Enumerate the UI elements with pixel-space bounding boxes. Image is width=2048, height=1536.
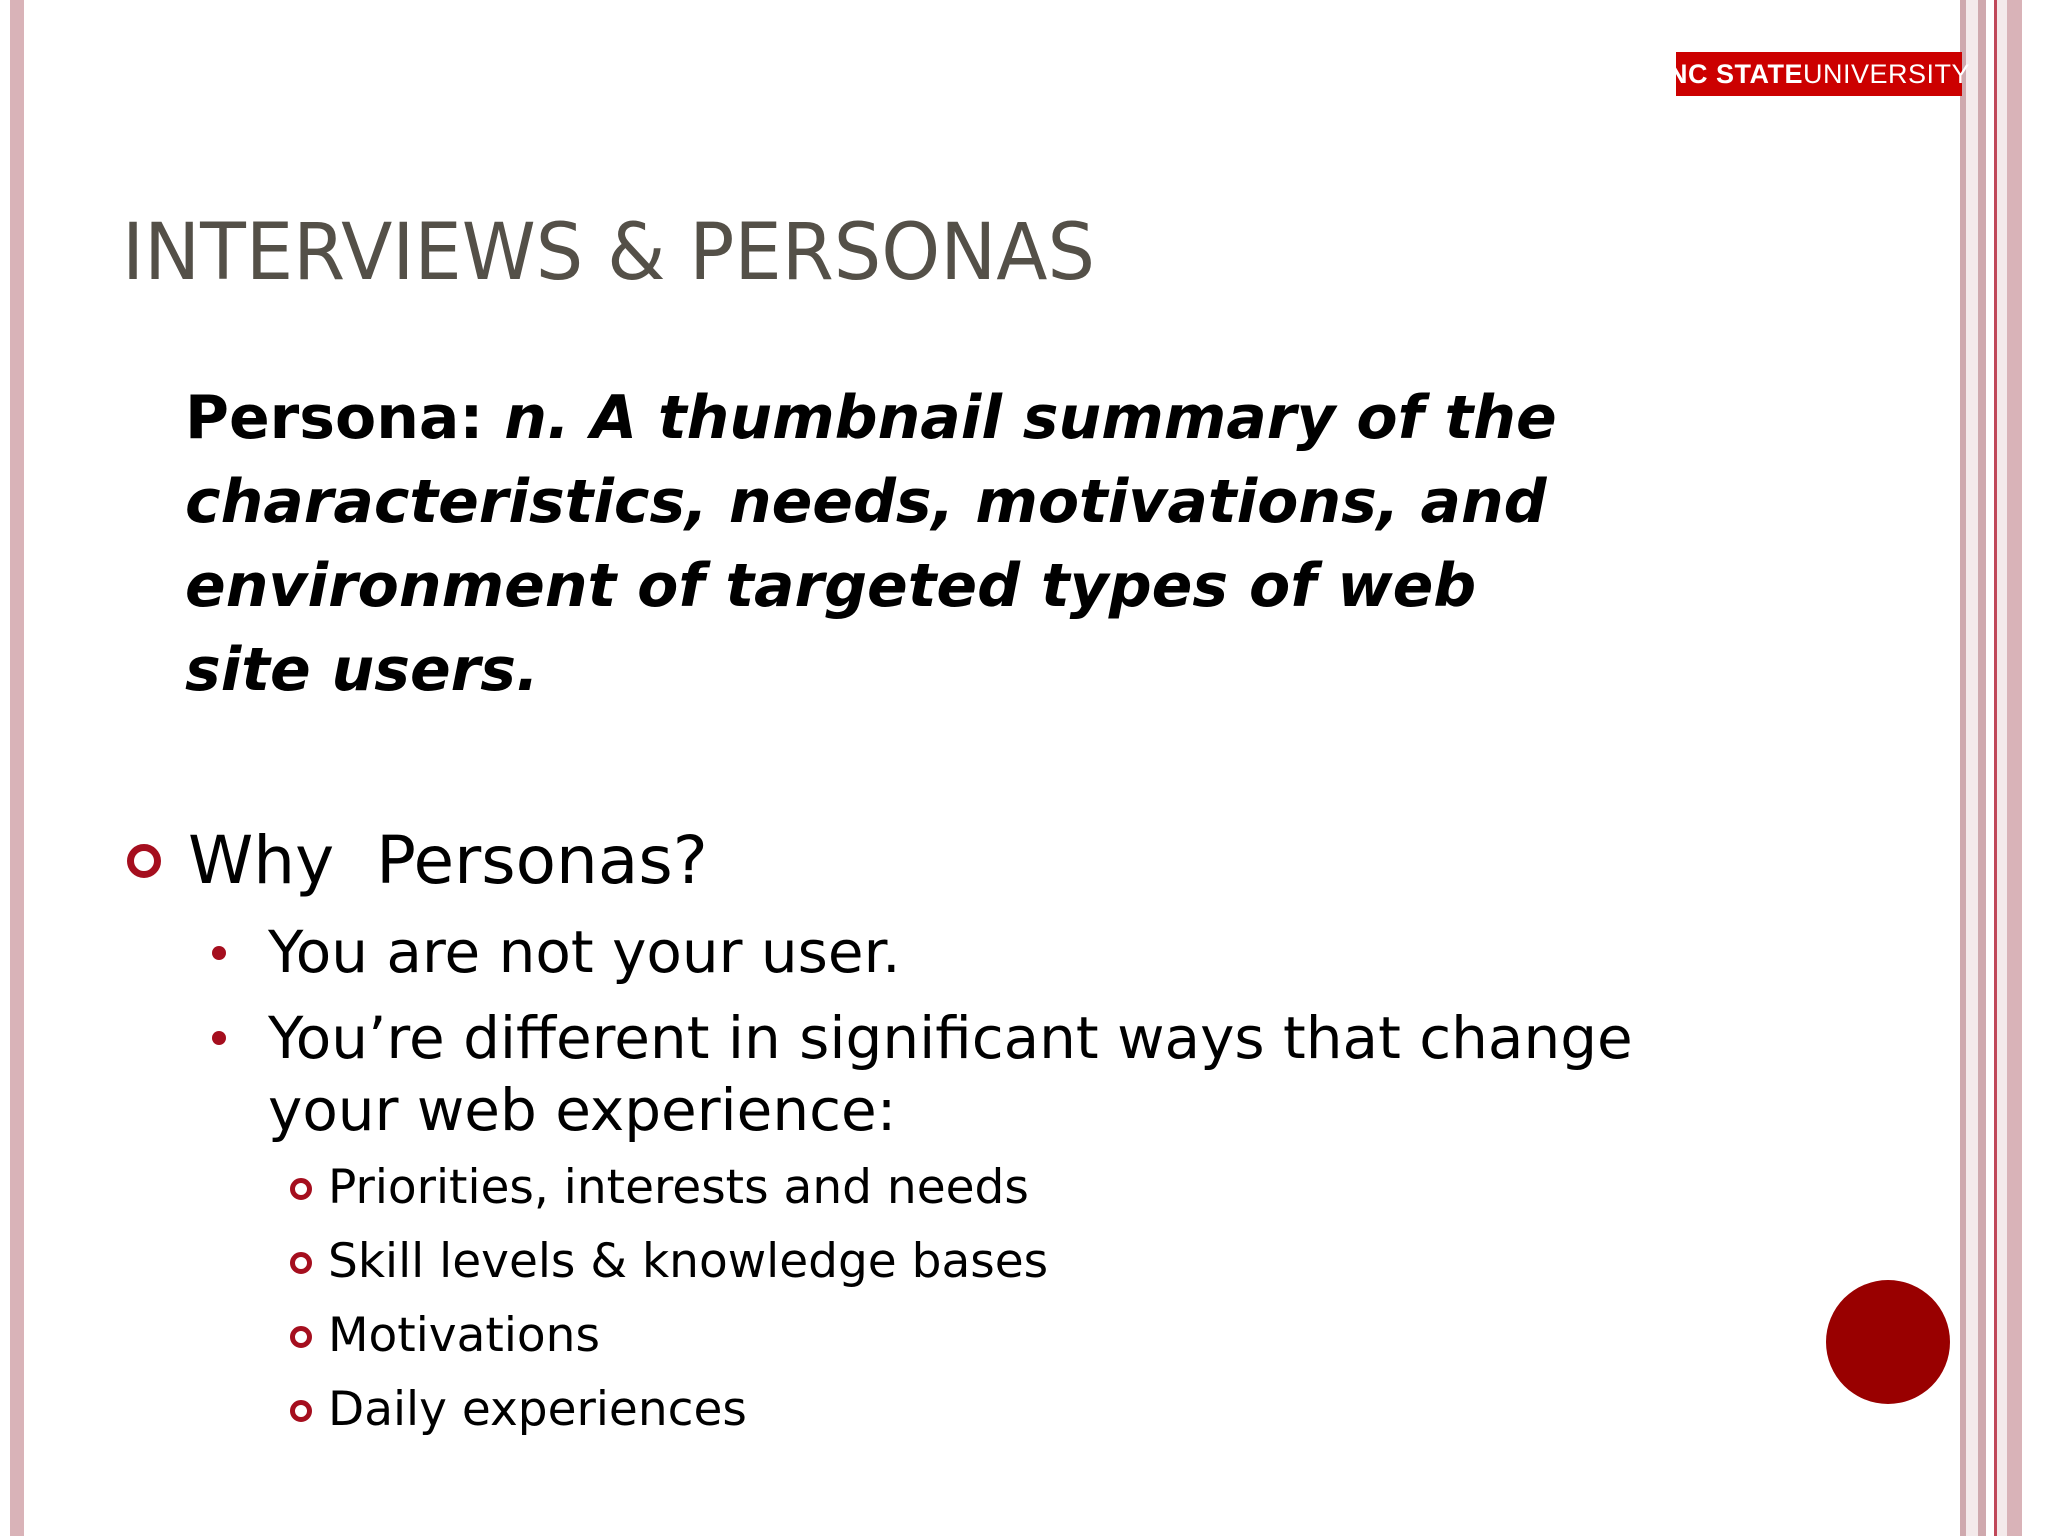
nc-state-university-logo (1667, 52, 1971, 96)
decorative-red-circle (1826, 1280, 1950, 1404)
bullet-ring-icon (290, 1400, 312, 1422)
bullet-ring-icon (290, 1178, 312, 1200)
main-bullet-text: Why Personas? (188, 822, 708, 899)
bullet-dot-icon (212, 1031, 226, 1045)
sub-sub-bullet-text: Priorities, interests and needs (328, 1160, 1029, 1215)
right-border-stripe (1986, 0, 1994, 1536)
right-border-stripe (2022, 0, 2048, 1536)
sub-bullet-text: You’re different in significant ways that change your web experience: (268, 1004, 1633, 1144)
definition-term: Persona: (185, 383, 505, 453)
slide-title: INTERVIEWS & PERSONAS (122, 208, 1096, 298)
persona-definition (185, 376, 1605, 712)
right-border-stripe (1997, 0, 2007, 1536)
right-border-stripe (2007, 0, 2022, 1536)
bullet-dot-icon (212, 946, 226, 960)
definition-text: n. A thumbnail summary of the characteristics, needs, motivations, and environment of targeted types of web site users. (185, 383, 1557, 705)
sub-sub-bullet-text: Daily experiences (328, 1382, 747, 1437)
left-border-stripe (10, 0, 24, 1536)
right-border-stripe (1966, 0, 1978, 1536)
logo-regular-text: UNIVERSITY (1802, 58, 1971, 89)
sub-sub-bullet-text: Motivations (328, 1308, 600, 1363)
bullet-ring-icon (290, 1326, 312, 1348)
logo-bold-text: NC STATE (1667, 58, 1803, 89)
bullet-ring-icon (290, 1252, 312, 1274)
right-border-stripe (1978, 0, 1986, 1536)
sub-bullet-text: You are not your user. (268, 918, 901, 986)
bullet-ring-icon (127, 844, 161, 878)
sub-sub-bullet-text: Skill levels & knowledge bases (328, 1234, 1049, 1289)
